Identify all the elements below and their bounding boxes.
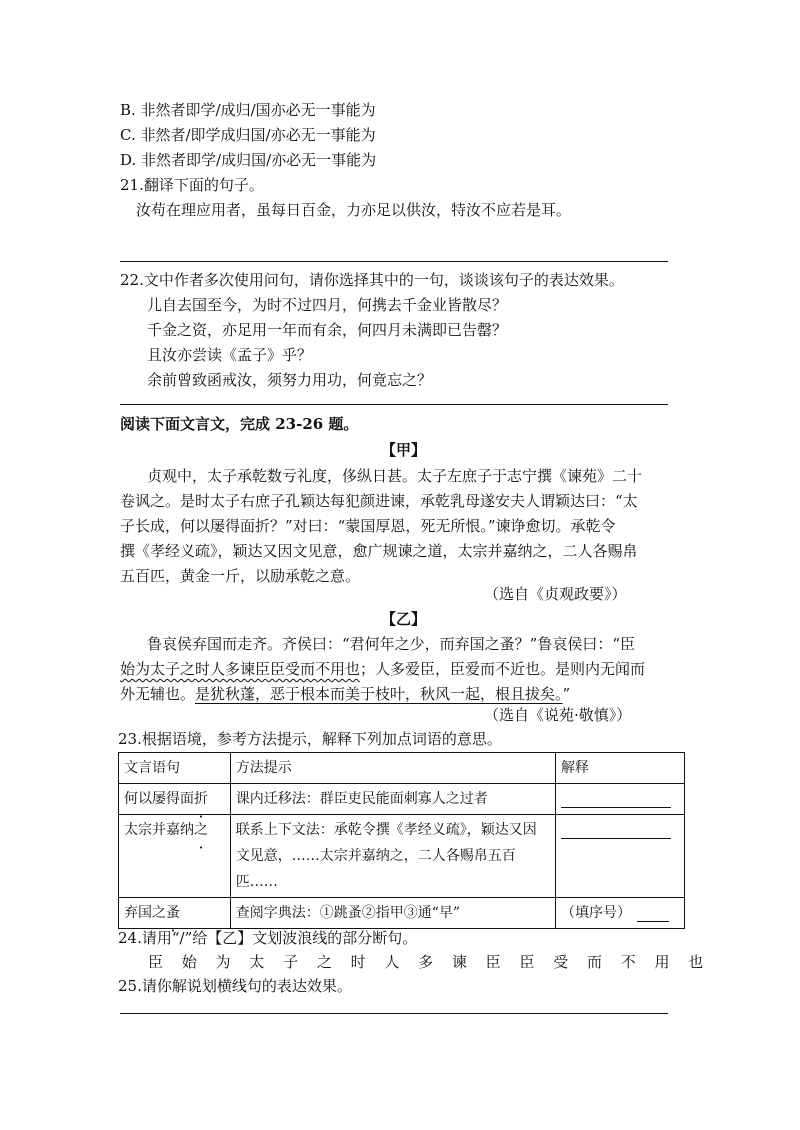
q21-stem: 21.翻译下面的句子。 bbox=[120, 176, 264, 194]
q22-question-line: 儿自去国至今，为时不过四月，何携去千金业皆散尽？ bbox=[147, 296, 508, 314]
passage-jia-line: 五百匹，黄金一斤，以励承乾之意。 bbox=[120, 567, 361, 585]
section-intro: 阅读下面文言文，完成 23-26 题。 bbox=[120, 415, 359, 433]
q20-option-d: D. 非然者即学/成归国/亦必无一事能为 bbox=[120, 151, 377, 169]
q22-answer-line[interactable] bbox=[120, 404, 668, 405]
q21-answer-line[interactable] bbox=[120, 261, 668, 262]
q25-stem: 25.请你解说划横线句的表达效果。 bbox=[118, 977, 352, 995]
passage-yi-line: 始为太子之时人多谏臣臣受而不用也；人多爱臣，臣爱而不近也。是则内无闻而 bbox=[120, 660, 646, 678]
answer-blank[interactable] bbox=[561, 791, 671, 808]
table-header-row bbox=[119, 753, 685, 784]
phrase-cell: 何以屡得面折 bbox=[119, 784, 231, 815]
answer-cell[interactable] bbox=[556, 815, 685, 898]
phrase-cell: 弃国之蚤 bbox=[119, 898, 231, 929]
q22-question-line: 千金之资，亦足用一年而有余，何四月未满即已告罄？ bbox=[147, 321, 508, 339]
passage-jia-line: 子长成，何以屡得面折？”对曰：“蒙国厚恩，死无所恨。”谏诤愈切。承乾令 bbox=[120, 517, 616, 535]
hint-cell: 课内迁移法：群臣吏民能面刺寡人之过者 bbox=[230, 784, 555, 815]
answer-cell[interactable]: （填序号） bbox=[556, 898, 685, 929]
answer-cell[interactable] bbox=[556, 784, 685, 815]
phrase-cell: 太宗并嘉纳之 bbox=[119, 815, 231, 898]
dotted-char: 蚤 bbox=[166, 905, 180, 921]
q24-stem: 24.请用“/”给【乙】文划波浪线的部分断句。 bbox=[118, 929, 418, 947]
wavy-underlined-text: 始为太子之时人多谏臣臣受而不用也 bbox=[120, 660, 361, 678]
passage-yi-line: 鲁哀侯弃国而走齐。齐侯曰：“君何年之少，而弃国之蚤？”鲁哀侯曰：“臣 bbox=[147, 635, 636, 653]
q25-answer-line[interactable] bbox=[120, 1013, 668, 1014]
q23-stem: 23.根据语境，参考方法提示，解释下列加点词语的意思。 bbox=[118, 730, 502, 748]
answer-blank[interactable] bbox=[561, 822, 671, 839]
q21-sentence: 汝苟在理应用者，虽每日百金，力亦足以供汝，特汝不应若是耳。 bbox=[136, 201, 572, 219]
underlined-sentence: 是犹秋蓬，恶于根本而美于枝叶，秋风一起，根且拔矣。 bbox=[195, 685, 563, 703]
q22-question-line: 且汝亦尝读《孟子》乎？ bbox=[147, 346, 313, 364]
passage-jia-line: 卷讽之。是时太子右庶子孔颖达每犯颜进谏，承乾乳母遂安夫人谓颖达曰：“太 bbox=[120, 492, 638, 510]
passage-yi-line: 外无辅也。是犹秋蓬，恶于根本而美于枝叶，秋风一起，根且拔矣。” bbox=[120, 685, 571, 703]
q20-option-b: B. 非然者即学/成归/国亦必无一事能为 bbox=[120, 101, 376, 119]
passage-jia-title: 【甲】 bbox=[381, 441, 427, 459]
table-header: 文言语句 bbox=[119, 753, 231, 784]
passage-yi-source: （选自《说苑·敬慎》） bbox=[484, 706, 632, 724]
table-header: 方法提示 bbox=[230, 753, 555, 784]
hint-cell: 联系上下文法：承乾令撰《孝经义疏》，颖达又因文见意，……太宗并嘉纳之，二人各赐帛五百匹…… bbox=[230, 815, 555, 898]
passage-jia-source: （选自《贞观政要》） bbox=[484, 585, 627, 603]
table-row bbox=[119, 815, 685, 898]
q23-table bbox=[118, 752, 685, 929]
hint-cell: 查阅字典法：①跳蚤②指甲③通“早” bbox=[230, 898, 555, 929]
passage-yi-title: 【乙】 bbox=[381, 610, 427, 628]
passage-jia-line: 贞观中，太子承乾数亏礼度，侈纵日甚。太子左庶子于志宁撰《谏苑》二十 bbox=[147, 467, 643, 485]
dotted-char: 之 bbox=[194, 822, 208, 838]
q22-stem: 22.文中作者多次使用问句，请你选择其中的一句，谈谈该句子的表达效果。 bbox=[120, 271, 624, 289]
answer-blank[interactable] bbox=[637, 905, 669, 922]
table-row bbox=[119, 784, 685, 815]
passage-jia-line: 撰《孝经义疏》，颖达又因文见意，愈广规谏之道，太宗并嘉纳之，二人各赐帛 bbox=[120, 542, 638, 560]
q20-option-c: C. 非然者/即学成归国/亦必无一事能为 bbox=[120, 126, 376, 144]
table-row bbox=[119, 898, 685, 929]
dotted-char: 折 bbox=[194, 791, 208, 807]
q22-question-line: 余前曾致函戒汝，须努力用功，何竟忘之？ bbox=[147, 371, 433, 389]
table-header: 解释 bbox=[556, 753, 685, 784]
q24-characters: 臣 始 为 太 子 之 时 人 多 谏 臣 臣 受 而 不 用 也 bbox=[148, 953, 711, 971]
